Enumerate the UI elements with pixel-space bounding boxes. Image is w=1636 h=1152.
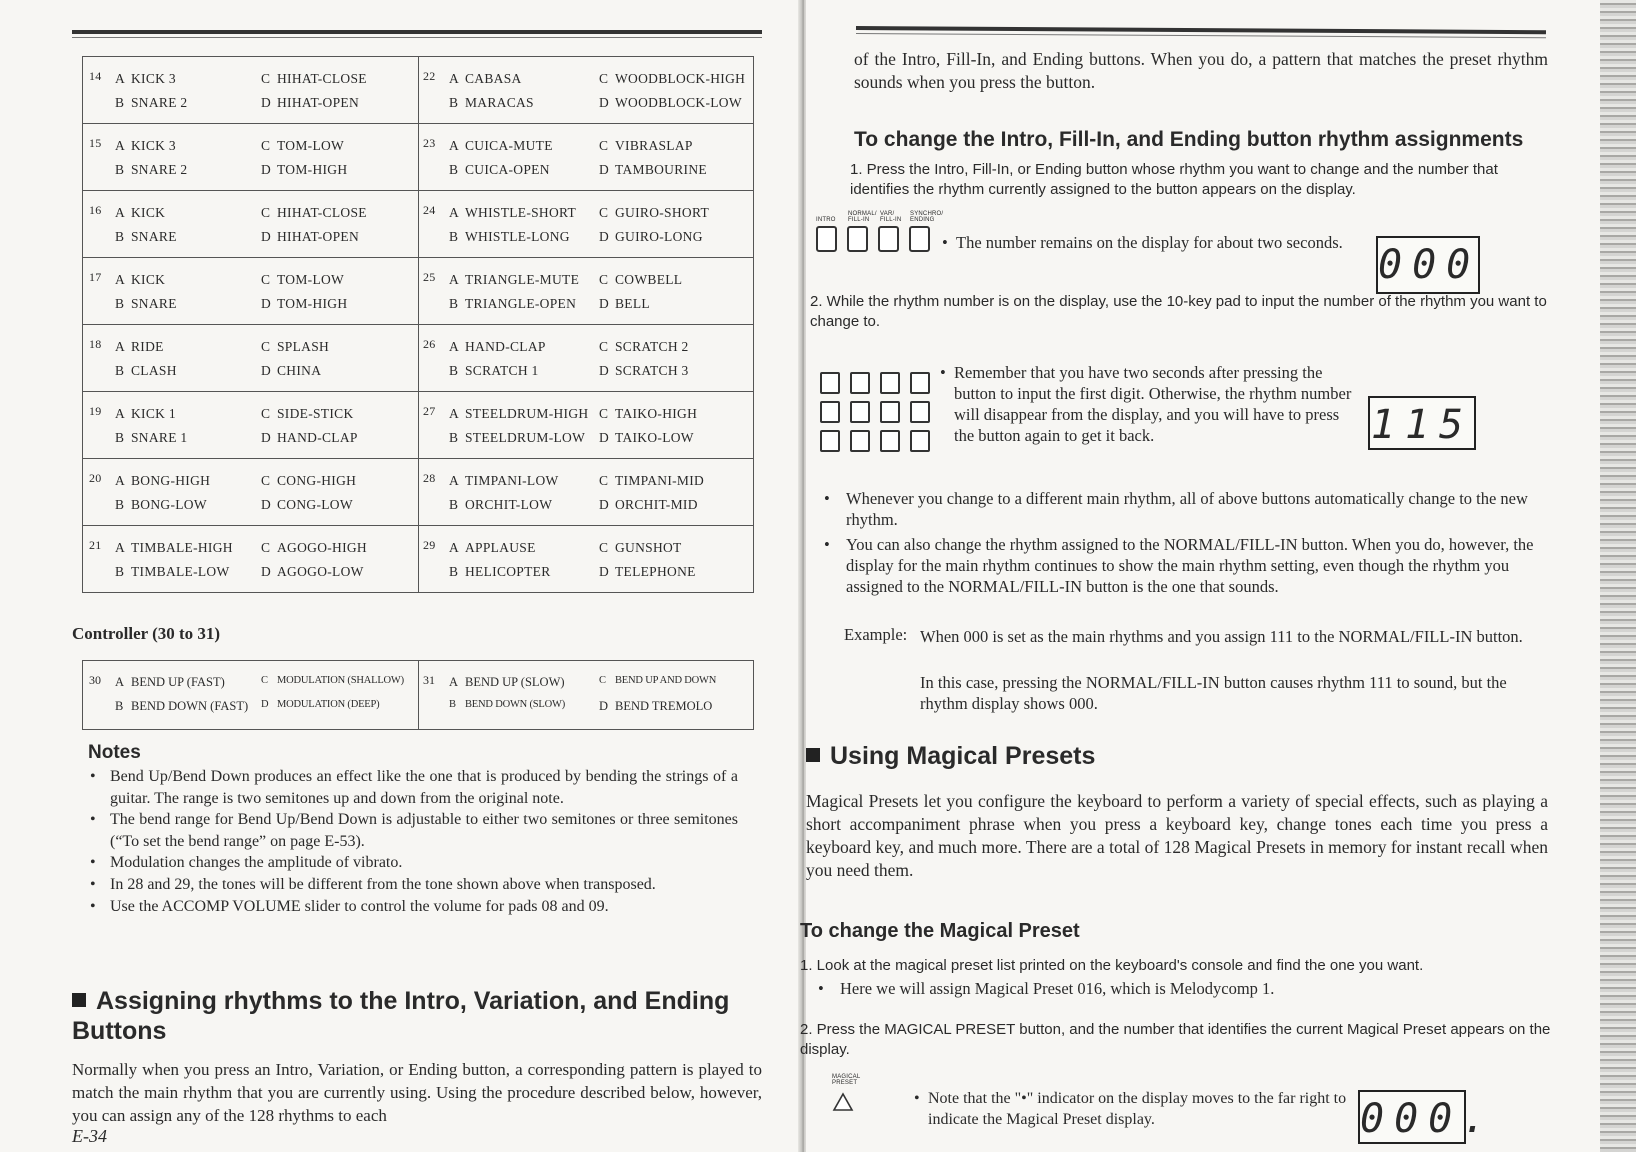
page-edge-right <box>1600 0 1636 1152</box>
pad-d: D CONG-LOW <box>261 497 353 512</box>
pad-c: C SIDE-STICK <box>261 406 354 421</box>
pad-c: C HIHAT-CLOSE <box>261 71 367 86</box>
percussion-table <box>82 56 754 593</box>
step-2: 2. While the rhythm number is on the display, use the 10-key pad to input the number of the rhythm you want to change to. <box>810 293 1547 330</box>
pad-a: A WHISTLE-SHORT <box>449 205 577 220</box>
pad-b: B CUICA-OPEN <box>449 162 550 177</box>
pad-cell <box>83 124 418 190</box>
pad-cell <box>83 191 418 257</box>
pad-d: D TAIKO-LOW <box>599 430 694 445</box>
pad-b: B BEND DOWN (SLOW) <box>449 699 566 710</box>
pad-a: A TIMPANI-LOW <box>449 473 559 488</box>
pad-a: A KICK 3 <box>115 138 176 153</box>
lcd-display-3: 000. <box>1358 1090 1466 1144</box>
intro-button[interactable] <box>816 226 837 252</box>
pad-c: C SPLASH <box>261 339 330 354</box>
pad-cell <box>83 526 418 592</box>
button-label-intro: INTRO <box>816 217 836 223</box>
pad-b: B WHISTLE-LONG <box>449 229 570 244</box>
controller-table <box>82 660 754 730</box>
percussion-row <box>83 526 754 593</box>
pad-a: A TRIANGLE-MUTE <box>449 272 580 287</box>
assign-heading: Assigning rhythms to the Intro, Variation, and Ending Buttons <box>72 987 730 1045</box>
lcd-display-2: 115 <box>1368 396 1476 450</box>
pad-c: C AGOGO-HIGH <box>261 540 367 555</box>
pad-c: C GUNSHOT <box>599 540 682 555</box>
percussion-row <box>83 325 754 392</box>
key-4[interactable] <box>910 372 930 394</box>
notes-heading: Notes <box>88 742 141 763</box>
key-1[interactable] <box>820 372 840 394</box>
pad-b: B STEELDRUM-LOW <box>449 430 586 445</box>
pad-c: C BEND UP AND DOWN <box>599 675 717 686</box>
step-1-bullet: • The number remains on the display for about two seconds. <box>942 233 1343 252</box>
pad-number: 17 <box>89 270 102 284</box>
percussion-row <box>83 124 754 191</box>
pad-cell <box>419 191 753 257</box>
top-rule-thin <box>856 33 1546 38</box>
pad-b: B HELICOPTER <box>449 564 551 579</box>
pad-b: B SNARE 2 <box>115 95 188 110</box>
change-assignments-heading: To change the Intro, Fill-In, and Ending button rhythm assignments <box>854 128 1524 151</box>
pad-b: B BEND DOWN (FAST) <box>115 699 249 713</box>
pad-d: D MODULATION (DEEP) <box>261 699 380 710</box>
pad-cell <box>419 124 753 190</box>
left-page <box>0 0 800 1152</box>
example-text-1: When 000 is set as the main rhythms and you assign 111 to the NORMAL/FILL-IN button. <box>920 627 1523 646</box>
intro-continuation-text: of the Intro, Fill-In, and Ending buttons. When you do, a pattern that matches the preset rhythm sounds when you press the button. <box>854 49 1548 92</box>
lcd-display-1: 000 <box>1376 236 1480 294</box>
button-label-normal-fill-in: NORMAL/ FILL-IN <box>848 211 877 223</box>
synchro-ending-button[interactable] <box>909 226 930 252</box>
pad-a: A HAND-CLAP <box>449 339 546 354</box>
pad-a: A APPLAUSE <box>449 540 536 555</box>
pad-cell <box>419 325 753 391</box>
pad-c: C CONG-HIGH <box>261 473 357 488</box>
right-page <box>800 0 1602 1152</box>
pad-cell <box>83 57 418 123</box>
pad-number: 25 <box>423 270 436 284</box>
pad-number: 18 <box>89 337 102 351</box>
section-marker-icon <box>72 993 86 1007</box>
key-3[interactable] <box>880 372 900 394</box>
pad-d: D TOM-HIGH <box>261 296 348 311</box>
note-item: • In 28 and 29, the tones will be different from the tone shown above when transposed. <box>90 875 656 893</box>
pad-number: 23 <box>423 136 436 150</box>
controller-cell-30 <box>83 661 418 729</box>
example-text-2: In this case, pressing the NORMAL/FILL-IN button causes rhythm 111 to sound, but the rhythm display shows 000. <box>920 673 1507 713</box>
pad-a: A BEND UP (SLOW) <box>449 675 565 689</box>
pad-a: A KICK <box>115 272 166 287</box>
magical-presets-heading: Using Magical Presets <box>806 742 1506 771</box>
section-marker-icon <box>806 748 820 762</box>
pad-c: C SCRATCH 2 <box>599 339 689 354</box>
pad-number: 15 <box>89 136 102 150</box>
pad-number: 22 <box>423 69 436 83</box>
controller-cell-31 <box>419 661 753 729</box>
pad-a: A BEND UP (FAST) <box>115 675 225 689</box>
top-rule <box>72 30 762 34</box>
pad-b: B MARACAS <box>449 95 534 110</box>
pad-a: A KICK 1 <box>115 406 176 421</box>
pad-c: C HIHAT-CLOSE <box>261 205 367 220</box>
pad-cell <box>419 526 753 592</box>
note-item: • The bend range for Bend Up/Bend Down is adjustable to either two semitones or three semitones (“To set the bend range” on page E-53). <box>90 811 738 850</box>
pad-b: B SNARE <box>115 296 177 311</box>
percussion-row <box>83 57 754 124</box>
pad-number: 14 <box>89 69 102 83</box>
example-label: Example: <box>844 625 908 644</box>
pad-d: D GUIRO-LONG <box>599 229 703 244</box>
pad-a: A RIDE <box>115 339 164 354</box>
pad-number: 27 <box>423 404 436 418</box>
note-item: • Use the ACCOMP VOLUME slider to control the volume for pads 08 and 09. <box>90 897 609 915</box>
pad-d: D TAMBOURINE <box>599 162 707 177</box>
pad-a: A TIMBALE-HIGH <box>115 540 233 555</box>
bullet-normal-fill-in: • You can also change the rhythm assigned to the NORMAL/FILL-IN button. When you do, however, the display for the main rhythm continues to show the main rhythm setting, even though the rhythm you assigned to the NORMAL/FILL-IN button is the one that sounds. <box>824 535 1534 596</box>
pad-d: D ORCHIT-MID <box>599 497 698 512</box>
pad-a: A KICK <box>115 205 166 220</box>
pad-b: B SNARE 1 <box>115 430 188 445</box>
pad-a: A CUICA-MUTE <box>449 138 553 153</box>
pad-d: D HAND-CLAP <box>261 430 358 445</box>
percussion-row <box>83 258 754 325</box>
key-5[interactable] <box>820 401 840 423</box>
top-rule-thin <box>72 37 762 38</box>
key-7[interactable] <box>880 401 900 423</box>
pad-number: 28 <box>423 471 436 485</box>
key-8[interactable] <box>910 401 930 423</box>
pad-d: D BELL <box>599 296 650 311</box>
pad-number: 20 <box>89 471 102 485</box>
pad-c: C GUIRO-SHORT <box>599 205 709 220</box>
percussion-row <box>83 459 754 526</box>
step-1: 1. Press the Intro, Fill-In, or Ending button whose rhythm you want to change and the number that identifies the rhythm currently assigned to the button appears on the display. <box>850 161 1498 198</box>
pad-a: A KICK 3 <box>115 71 176 86</box>
key-2[interactable] <box>850 372 870 394</box>
var-fill-in-button[interactable] <box>878 226 899 252</box>
pad-d: D HIHAT-OPEN <box>261 95 360 110</box>
pad-d: D WOODBLOCK-LOW <box>599 95 742 110</box>
pad-cell <box>419 459 753 525</box>
pad-c: C TIMPANI-MID <box>599 473 705 488</box>
magical-step-1-bullet: • Here we will assign Magical Preset 016, which is Melodycomp 1. <box>818 979 1275 998</box>
pad-a: A STEELDRUM-HIGH <box>449 406 589 421</box>
change-magical-heading: To change the Magical Preset <box>800 920 1080 942</box>
pad-c: C VIBRASLAP <box>599 138 693 153</box>
rhythm-buttons <box>816 226 930 252</box>
pad-b: B TRIANGLE-OPEN <box>449 296 577 311</box>
pad-b: B ORCHIT-LOW <box>449 497 553 512</box>
key-6[interactable] <box>850 401 870 423</box>
pad-b: B SNARE 2 <box>115 162 188 177</box>
pad-d: D BEND TREMOLO <box>599 699 713 713</box>
pad-cell <box>83 325 418 391</box>
button-label-var-fill-in: VAR/ FILL-IN <box>880 211 902 223</box>
pad-c: C TOM-LOW <box>261 138 345 153</box>
bullet-main-rhythm: • Whenever you change to a different main rhythm, all of above buttons automatically change to the new rhythm. <box>824 489 1528 529</box>
percussion-row <box>83 392 754 459</box>
pad-d: D CHINA <box>261 363 322 378</box>
pad-cell <box>83 459 418 525</box>
key-9[interactable] <box>820 430 840 452</box>
pad-a: A CABASA <box>449 71 522 86</box>
pad-d: D HIHAT-OPEN <box>261 229 360 244</box>
controller-heading: Controller (30 to 31) <box>72 624 221 643</box>
pad-c: C WOODBLOCK-HIGH <box>599 71 746 86</box>
pad-number: 16 <box>89 203 102 217</box>
pad-cell <box>83 392 418 458</box>
pad-c: C MODULATION (SHALLOW) <box>261 675 404 686</box>
step-2-bullet: • Remember that you have two seconds after pressing the button to input the first digit. Otherwise, the rhythm number will disappear from the display, and you will have to press the button again to get it back. <box>940 363 1352 445</box>
pad-number: 31 <box>423 673 435 687</box>
pad-cell <box>419 57 753 123</box>
pad-c: C TAIKO-HIGH <box>599 406 698 421</box>
assign-text: Normally when you press an Intro, Variation, or Ending button, a corresponding pattern is played to match the main rhythm that you are currently using. Using the procedure described below, however, you can assign any of the 128 rhythms to each <box>72 1060 762 1125</box>
magical-step-2-bullet: • Note that the "•" indicator on the display moves to the far right to indicate the Magical Preset display. <box>914 1090 1347 1128</box>
normal-fill-in-button[interactable] <box>847 226 868 252</box>
pad-c: C COWBELL <box>599 272 683 287</box>
ten-key-pad <box>820 372 928 452</box>
pad-number: 30 <box>89 673 101 687</box>
pad-b: B CLASH <box>115 363 177 378</box>
pad-cell <box>83 258 418 324</box>
note-item: • Bend Up/Bend Down produces an effect like the one that is produced by bending the strings of a guitar. The range is two semitones up and down from the original note. <box>90 768 738 807</box>
pad-b: B BONG-LOW <box>115 497 207 512</box>
pad-d: D TOM-HIGH <box>261 162 348 177</box>
note-item: • Modulation changes the amplitude of vibrato. <box>90 854 403 872</box>
pad-a: A BONG-HIGH <box>115 473 211 488</box>
pad-d: D AGOGO-LOW <box>261 564 364 579</box>
pad-c: C TOM-LOW <box>261 272 345 287</box>
pad-number: 21 <box>89 538 102 552</box>
page-number: E-34 <box>72 1126 107 1146</box>
magical-step-2: 2. Press the MAGICAL PRESET button, and the number that identifies the current Magical Preset appears on the display. <box>800 1021 1551 1058</box>
magical-preset-button-icon[interactable] <box>832 1092 854 1112</box>
pad-number: 24 <box>423 203 436 217</box>
pad-b: B SCRATCH 1 <box>449 363 539 378</box>
magical-preset-label: MAGICAL PRESET <box>832 1074 861 1086</box>
pad-cell <box>419 392 753 458</box>
pad-number: 29 <box>423 538 436 552</box>
pad-cell <box>419 258 753 324</box>
key-plus[interactable] <box>880 430 900 452</box>
magical-presets-text: Magical Presets let you configure the keyboard to perform a variety of special effects, such as playing a short accompaniment phrase when you press a keyboard key, change tones each time you press a keyboard key, and much more. There are a total of 128 Magical Presets in memory for instant recall when you need them. <box>806 791 1548 880</box>
magical-step-1: 1. Look at the magical preset list printed on the keyboard's console and find the one you want. <box>800 957 1424 974</box>
key-0[interactable] <box>850 430 870 452</box>
button-label-synchro-ending: SYNCHRO/ ENDING <box>910 211 944 223</box>
pad-number: 19 <box>89 404 102 418</box>
pad-b: B SNARE <box>115 229 177 244</box>
pad-d: D SCRATCH 3 <box>599 363 689 378</box>
key-minus[interactable] <box>910 430 930 452</box>
notes-list <box>88 766 738 917</box>
pad-b: B TIMBALE-LOW <box>115 564 230 579</box>
pad-d: D TELEPHONE <box>599 564 696 579</box>
percussion-row <box>83 191 754 258</box>
pad-number: 26 <box>423 337 436 351</box>
